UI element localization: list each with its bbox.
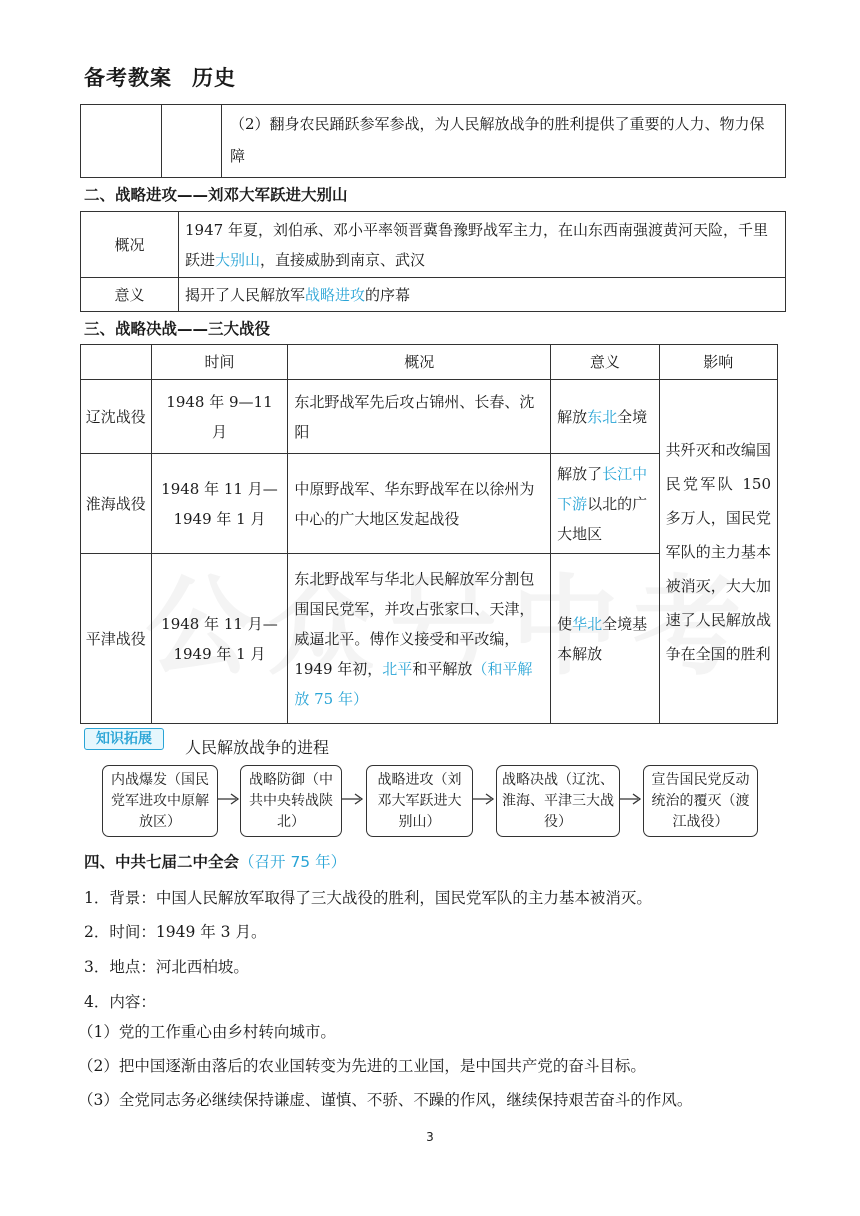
header-subject: 历史: [192, 66, 236, 90]
campaign-name: 平津战役: [81, 554, 152, 724]
campaign-name: 辽沈战役: [81, 380, 152, 454]
campaign-overview: 东北野战军与华北人民解放军分割包围国民党军，并攻占张家口、天津，威逼北平。傅作义接受和平改编，1949 年初，北平和平解放（和平解放 75 年）: [288, 554, 551, 724]
campaign-significance: 解放了长江中下游以北的广大地区: [551, 454, 660, 554]
three-campaigns-table: [80, 344, 778, 724]
campaign-impact: 共歼灭和改编国民党军队 150 多万人，国民党军队的主力基本被消灭，大大加速了人民解放战争在全国的胜利: [659, 380, 777, 724]
row-label: 意义: [81, 278, 179, 312]
campaign-time: 1948 年 11 月—1949 年 1 月: [151, 554, 288, 724]
table-row: [81, 380, 778, 454]
section4-title: 四、中共七届二中全会（召开 75 年）: [84, 853, 347, 871]
page-header: [84, 62, 236, 92]
table-text-cell: （2）翻身农民踊跃参军参战，为人民解放战争的胜利提供了重要的人力、物力保障: [222, 104, 786, 177]
column-header: 意义: [551, 345, 660, 380]
strategic-offensive-table: [80, 211, 786, 312]
page-number: 3: [426, 1130, 434, 1144]
flow-box: 内战爆发（国民党军进攻中原解放区）: [102, 765, 218, 837]
flow-box: 战略决战（辽沈、淮海、平津三大战役）: [496, 765, 620, 837]
column-header: 影响: [659, 345, 777, 380]
table-row: [81, 212, 786, 278]
campaign-significance: 使华北全境基本解放: [551, 554, 660, 724]
list-item: 4．内容：: [84, 993, 156, 1011]
continued-table: [80, 104, 786, 178]
section2-title: 二、战略进攻——刘邓大军跃进大别山: [84, 186, 348, 204]
knowledge-badge: 知识拓展: [84, 728, 164, 750]
sub-list-item: （3）全党同志务必继续保持谦虚、谨慎、不骄、不躁的作风，继续保持艰苦奋斗的作风。: [78, 1091, 693, 1109]
campaign-name: 淮海战役: [81, 454, 152, 554]
list-item: 1．背景：中国人民解放军取得了三大战役的胜利，国民党军队的主力基本被消灭。: [84, 889, 652, 907]
knowledge-title: 人民解放战争的进程: [185, 738, 330, 757]
header-title: 备考教案: [84, 66, 172, 90]
table-header-row: [81, 345, 778, 380]
empty-cell: [162, 104, 222, 177]
flow-box: 战略防御（中共中央转战陕北）: [240, 765, 342, 837]
section3-title: 三、战略决战——三大战役: [84, 320, 271, 338]
flow-box: 战略进攻（刘邓大军跃进大别山）: [366, 765, 473, 837]
campaign-significance: 解放东北全境: [551, 380, 660, 454]
empty-cell: [81, 104, 162, 177]
campaign-time: 1948 年 11 月—1949 年 1 月: [151, 454, 288, 554]
list-item: 2．时间：1949 年 3 月。: [84, 923, 267, 941]
arrow-right-icon: [218, 792, 240, 806]
arrow-right-icon: [342, 792, 364, 806]
campaign-overview: 中原野战军、华东野战军在以徐州为中心的广大地区发起战役: [288, 454, 551, 554]
row-label: 概况: [81, 212, 179, 278]
campaign-overview: 东北野战军先后攻占锦州、长春、沈阳: [288, 380, 551, 454]
flow-box: 宣告国民党反动统治的覆灭（渡江战役）: [643, 765, 758, 837]
arrow-right-icon: [473, 792, 495, 806]
row-content: 揭开了人民解放军战略进攻的序幕: [179, 278, 786, 312]
column-header: 时间: [151, 345, 288, 380]
column-header: 概况: [288, 345, 551, 380]
list-item: 3．地点：河北西柏坡。: [84, 958, 249, 976]
column-header: [81, 345, 152, 380]
campaign-time: 1948 年 9—11 月: [151, 380, 288, 454]
sub-list-item: （1）党的工作重心由乡村转向城市。: [78, 1023, 336, 1041]
sub-list-item: （2）把中国逐渐由落后的农业国转变为先进的工业国，是中国共产党的奋斗目标。: [78, 1057, 646, 1075]
arrow-right-icon: [620, 792, 642, 806]
table-row: [81, 278, 786, 312]
row-content: 1947 年夏，刘伯承、邓小平率领晋冀鲁豫野战军主力，在山东西南强渡黄河天险，千里跃进大别山，直接威胁到南京、武汉: [179, 212, 786, 278]
